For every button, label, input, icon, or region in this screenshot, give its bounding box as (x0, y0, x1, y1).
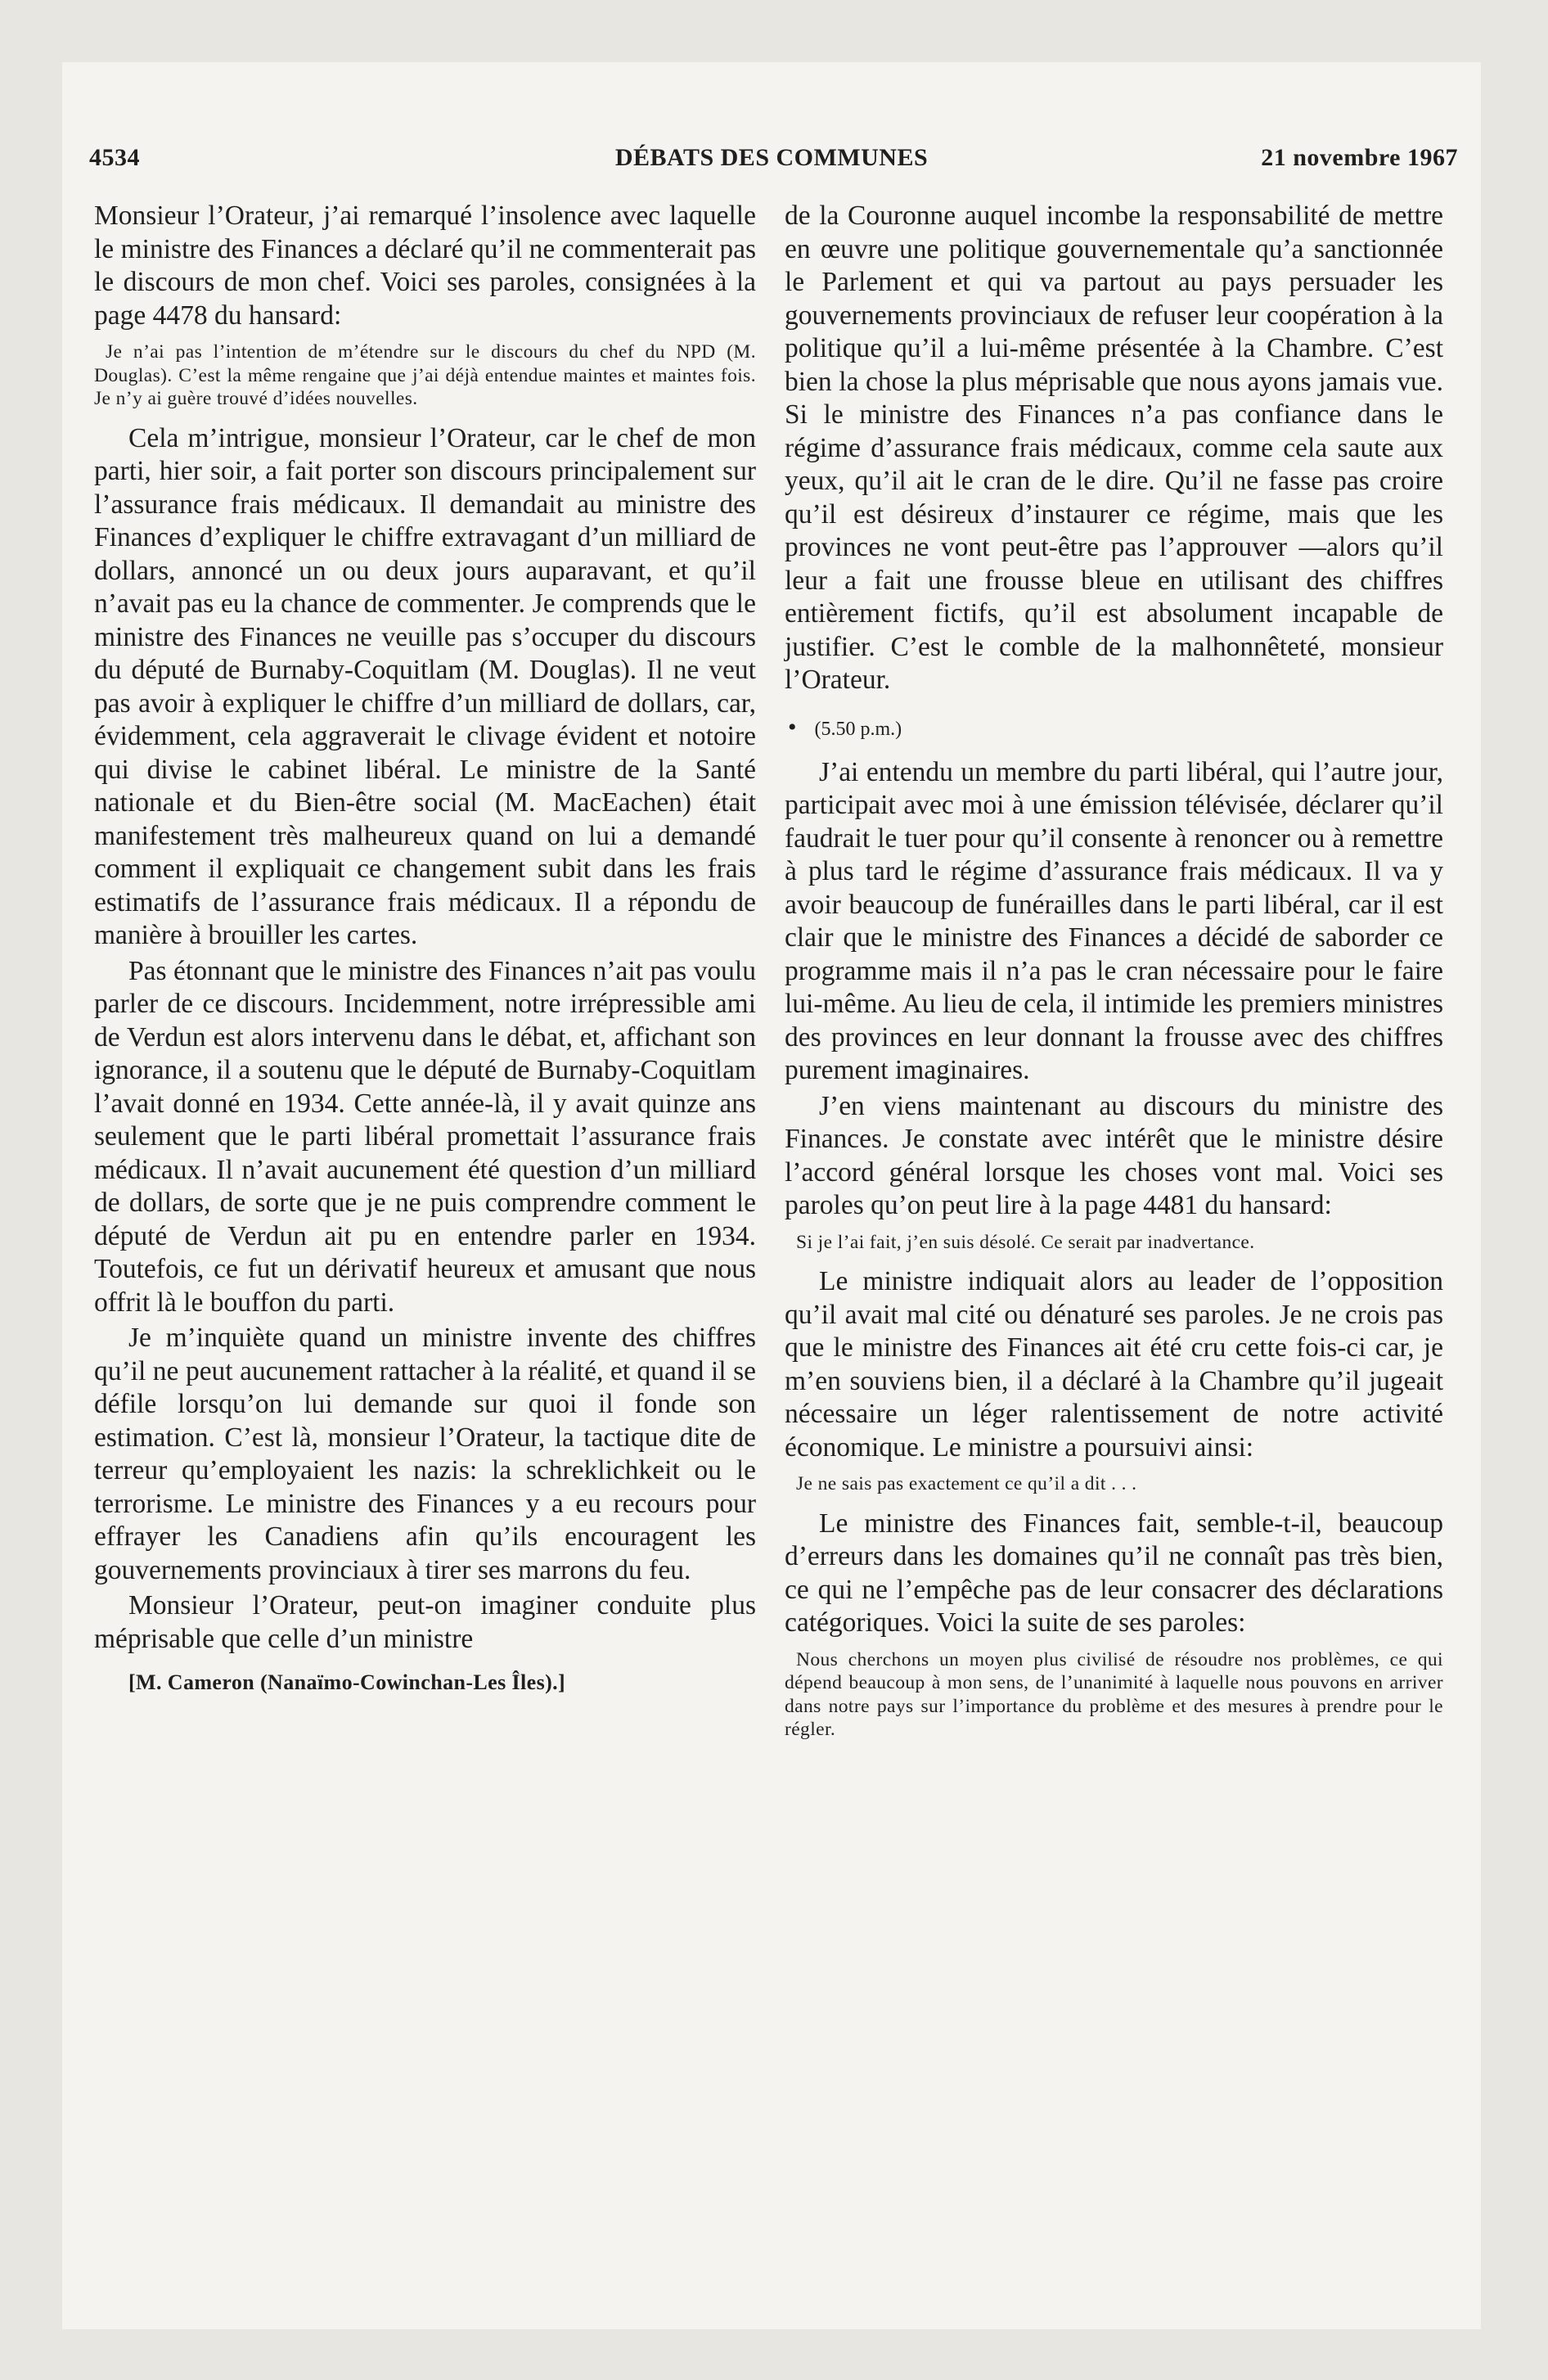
quotation: Je ne sais pas exactement ce qu’il a dit . . . (796, 1473, 1137, 1494)
page (62, 62, 1481, 2329)
paragraph: J’ai entendu un membre du parti libéral, qui l’autre jour, participait avec moi à une émission télévisée, déclarer qu’il faudrait le tuer pour qu’il consente à renoncer ou à remettre à plus tard le régime d’assurance frais médicaux. Il va y avoir beaucoup de funérailles dans le parti libéral, car il est clair que le ministre des Finances a décidé de saborder ce programme mais il n’a pas le cran nécessaire pour le faire lui-même. Au lieu de cela, il intimide les premiers ministres des provinces en leur donnant la frousse avec des chiffres purement imaginaires. (785, 756, 1443, 1085)
bullet-icon: • (788, 713, 797, 741)
quotation: Nous cherchons un moyen plus civilisé de résoudre nos problèmes, ce qui dépend beaucoup à mon sens, de l’unanimité à laquelle nous pouvons en arriver dans notre pays sur l’importance du problème et des mesures à prendre pour le régler. (785, 1648, 1443, 1740)
quotation: Je n’ai pas l’intention de m’étendre sur le discours du chef du NPD (M. Douglas). C’est la même rengaine que j’ai déjà entendue maintes et maintes fois. Je n’y ai guère trouvé d’idées nouvelles. (94, 341, 756, 409)
paragraph: Pas étonnant que le ministre des Finances n’ait pas voulu parler de ce discours. Incidemment, notre irrépressible ami de Verdun est alors intervenu dans le débat, et, affichant son ignorance, il a soutenu que le député de Burnaby-Coquitlam l’avait donné en 1934. Cette année-là, il y avait quinze ans seulement que le parti libéral promettait l’assurance frais médicaux. Il n’avait aucunement été question d’un milliard de dollars, de sorte que je ne puis comprendre comment le député de Verdun ait pu en entendre parler en 1934. Toutefois, ce fut un dérivatif heureux et amusant que nous offrit là le bouffon du parti. (94, 955, 756, 1318)
timestamp (785, 714, 1443, 741)
paragraph: Le ministre indiquait alors au leader de l’opposition qu’il avait mal cité ou dénaturé ses paroles. Je ne crois pas que le ministre des Finances ait été cru cette fois-ci car, je m’en souviens bien, il a déclaré à la Chambre qu’il jugeait nécessaire un léger ralentissement de notre activité économique. Le ministre a poursuivi ainsi: (785, 1266, 1443, 1463)
paragraph: de la Couronne auquel incombe la responsabilité de mettre en œuvre une politique gouvernementale qu’a sanctionnée le Parlement et qui va partout au pays persuader les gouvernements provinciaux de refuser leur coopération à la politique qu’il a lui-même présentée à la Chambre. C’est bien la chose la plus méprisable que nous ayons jamais vue. Si le ministre des Finances n’a pas confiance dans le régime d’assurance frais médicaux, comme cela saute aux yeux, qu’il ait le cran de le dire. Qu’il ne fasse pas croire qu’il est désireux d’instaurer ce régime, mais que les provinces ne vont peut-être pas l’approuver —alors qu’il leur a fait une frousse bleue en utilisant des chiffres entièrement fictifs, qu’il est absolument incapable de justifier. C’est le comble de la malhonnêteté, monsieur l’Orateur. (785, 201, 1443, 695)
publication-title: DÉBATS DES COMMUNES (614, 144, 929, 171)
paragraph: Cela m’intrigue, monsieur l’Orateur, car le chef de mon parti, hier soir, a fait porter son discours principalement sur l’assurance frais médicaux. Il demandait au ministre des Finances d’expliquer le chiffre extravagant d’un milliard de dollars, annoncé un ou deux jours auparavant, et qu’il n’avait pas eu la chance de commenter. Je comprends que le ministre des Finances ne veuille pas s’occuper du discours du député de Burnaby-Coquitlam (M. Douglas). Il ne veut pas avoir à expliquer le chiffre d’un milliard de dollars, car, évidemment, cela aggraverait le clivage évident et notoire qui divise le cabinet libéral. Le ministre de la Santé nationale et du Bien-être social (M. MacEachen) était manifestement très malheureux quand on lui a demandé comment il expliquait ce changement subit dans les frais estimatifs de l’assurance frais médicaux. Il a répondu de manière à brouiller les cartes. (94, 422, 756, 950)
paragraph: Monsieur l’Orateur, peut-on imaginer conduite plus méprisable que celle d’un ministre (94, 1590, 756, 1654)
left-column (94, 200, 756, 1695)
timestamp-text: (5.50 p.m.) (814, 718, 902, 740)
paragraph: Je m’inquiète quand un ministre invente des chiffres qu’il ne peut aucunement rattacher à la réalité, et quand il se défile lorsqu’on lui demande sur quoi il fonde son estimation. C’est là, monsieur l’Orateur, la tactique dite de terreur qu’employaient les nazis: la schreklichkeit ou le terrorisme. Le ministre des Finances y a eu recours pour effrayer les Canadiens afin qu’ils encouragent les gouvernements provinciaux à tirer ses marrons du feu. (94, 1323, 756, 1585)
page-number: 4534 (89, 144, 140, 171)
right-column (785, 200, 1443, 1753)
quotation: Si je l’ai fait, j’en suis désolé. Ce serait par inadvertance. (796, 1231, 1255, 1253)
speaker-attribution: [M. Cameron (Nanaïmo-Cowinchan-Les Îles).] (128, 1670, 566, 1694)
running-header (62, 144, 1481, 185)
paragraph: Monsieur l’Orateur, j’ai remarqué l’insolence avec laquelle le ministre des Finances a déclaré qu’il ne commenterait pas le discours de mon chef. Voici ses paroles, consignées à la page 4478 du hansard: (94, 201, 756, 331)
paragraph: Le ministre des Finances fait, semble-t-il, beaucoup d’erreurs dans les domaines qu’il ne connaît pas très bien, ce qui ne l’empêche pas de leur consacrer des déclarations catégoriques. Voici la suite de ses paroles: (785, 1508, 1443, 1638)
paragraph: J’en viens maintenant au discours du ministre des Finances. Je constate avec intérêt que le ministre désire l’accord général lorsque les choses vont mal. Voici ses paroles qu’on peut lire à la page 4481 du hansard: (785, 1090, 1443, 1220)
header-date: 21 novembre 1967 (1261, 144, 1458, 171)
